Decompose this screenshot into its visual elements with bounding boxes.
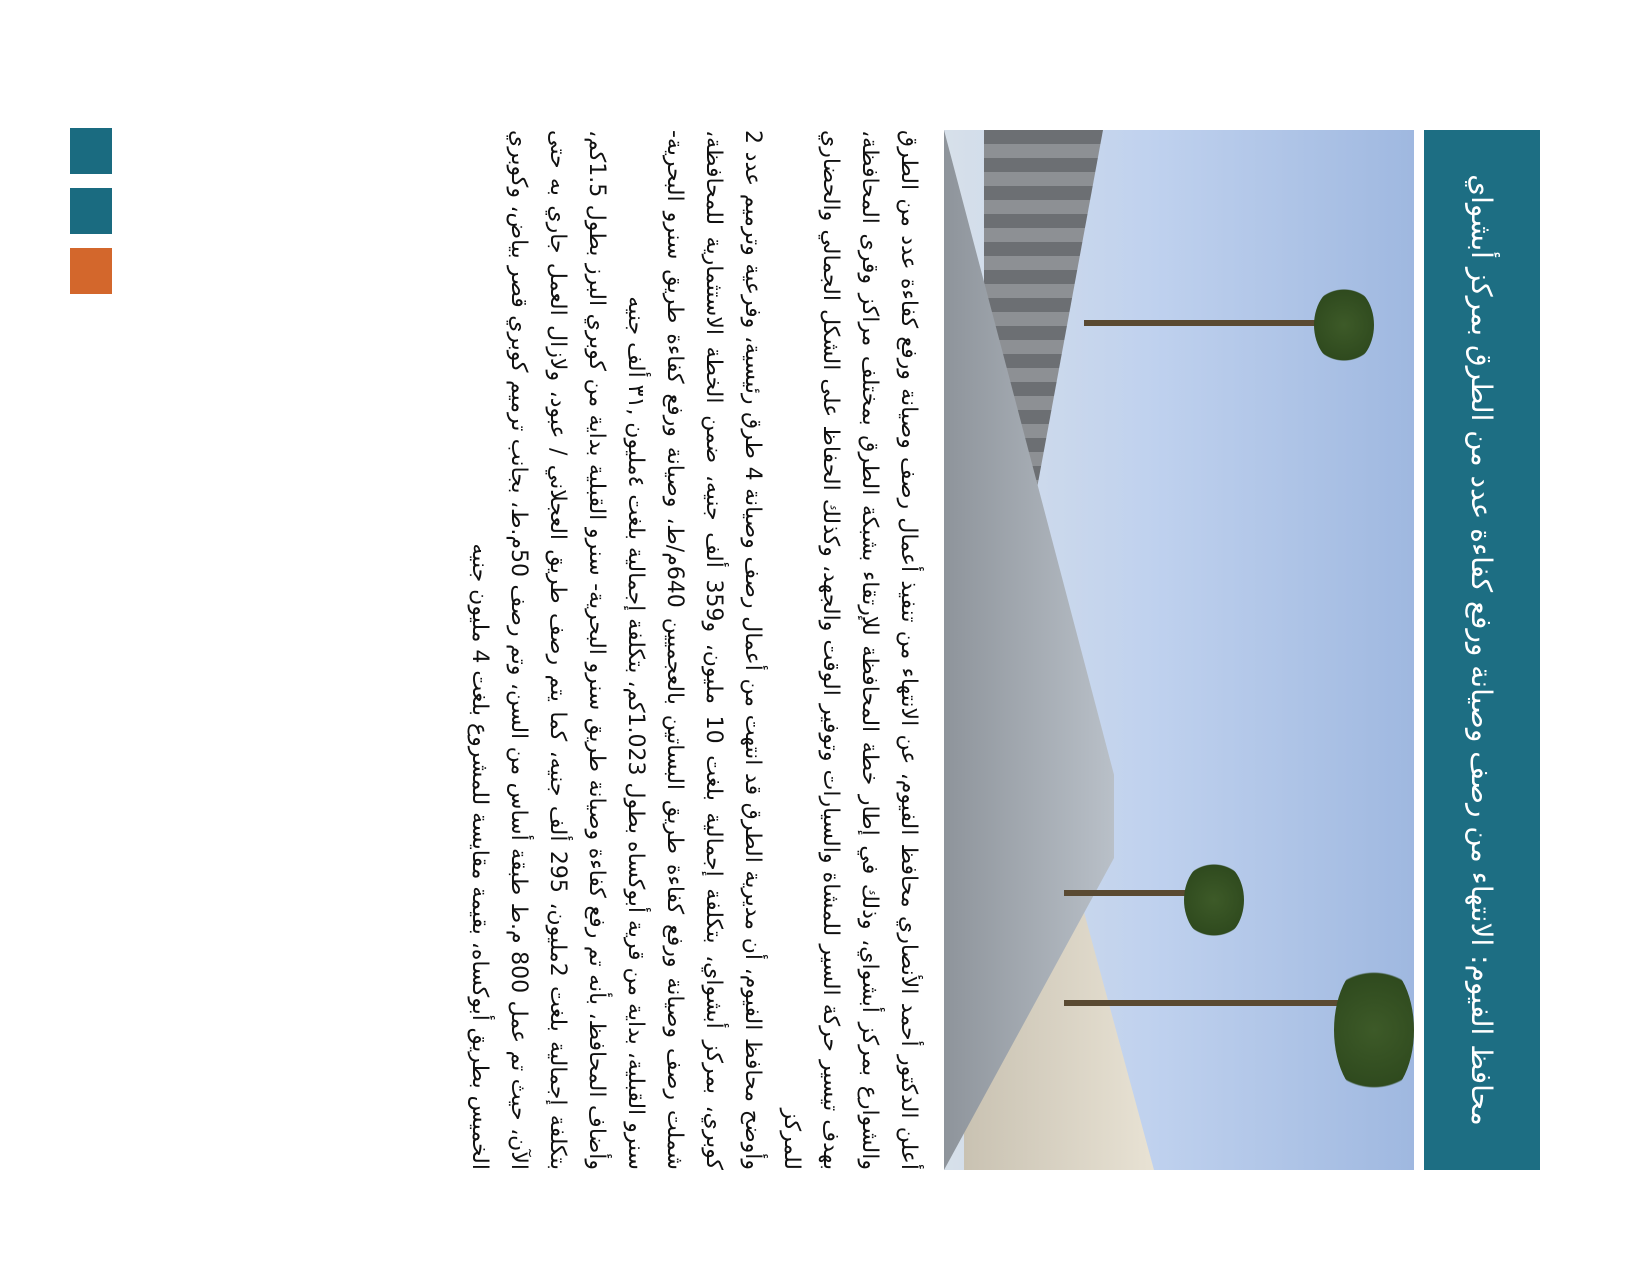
- slide-title: محافظ الفيوم: الانتهاء من رصف وصيانة ورفع كفاءة عدد من الطرق بمركز أبشواي: [1424, 130, 1540, 1170]
- article-paragraph-2: وأوضح محافظ الفيوم، أن مديرية الطرق قد انتهت من أعمال رصف وصيانة 4 طرق رئيسية، وفرعية وترميم عدد 2 كوبري، بمركز أبشواي، بتكلفة إجمالية بلغت 10 مليون، و359 ألف جنيه، ضمن الخطة الاستثمارية للمحافظة، شملت رصف وصيانة ورفع كفاءة طريق البساتين بالعجميين 640م/ط، وصيانة ورفع كفاءة طريق سنرو البحرية- سنرو القبلية، بداية من قرية أبوكساه بطول 1.023كم، بتكلفة إجمالية بلغت ٤مليون ,٣١ ألف جنيه: [623, 130, 765, 1170]
- article-paragraph-1: أعلن الدكتور أحمد الأنصاري محافظ الفيوم، عن الانتهاء من تنفيذ أعمال رصف وصيانة ورفع كفاءة عدد من الطرق والشوارع بمركز أبشواي، وذلك في إطار خطة المحافظة للإرتقاء بشبكة الطرق بمختلف مراكز وقرى المحافظة، بهدف تيسير حركة السير للمشاة والسيارات وتوفير الوقت والجهد، وكذلك الحفاظ على الشكل الجمالي والحضاري للمركز: [779, 130, 921, 1170]
- slide-decoration-squares: [70, 128, 112, 308]
- article-body: [460, 130, 928, 1170]
- photo-palm-top-2: [1334, 960, 1414, 1100]
- decoration-square-teal-2: [70, 188, 112, 234]
- photo-palm-top-1: [1314, 285, 1374, 365]
- road-photo: [944, 130, 1414, 1170]
- decoration-square-teal-1: [70, 128, 112, 174]
- photo-palm-top-3: [1184, 860, 1244, 940]
- rotated-slide: [220, 130, 1540, 1170]
- article-paragraph-3: وأضاف المحافظ، بأنه تم رفع كفاءة وصيانة طريق سنرو البحرية- سنرو القبلية بداية من كوبري البرز بطول 1.5كم، بتكلفة إجمالية بلغت 2مليون، 295 ألف جنيه، كما يتم رصف طريق العجلاني / عبود، ولازال العمل جاري به حتى الآن، حيث تم عمل 800 م.ط طبقة أساس من السن، وتم رصف 50م.ط، بجانب ترميم كوبري قصر بياض، وكوبري الخميس بطريق أبوكساه، بقيمة مقايسة للمشروع بلغت 4 مليون جنيه: [467, 130, 609, 1170]
- photo-palm-trunk-1: [1084, 320, 1344, 326]
- decoration-square-orange: [70, 248, 112, 294]
